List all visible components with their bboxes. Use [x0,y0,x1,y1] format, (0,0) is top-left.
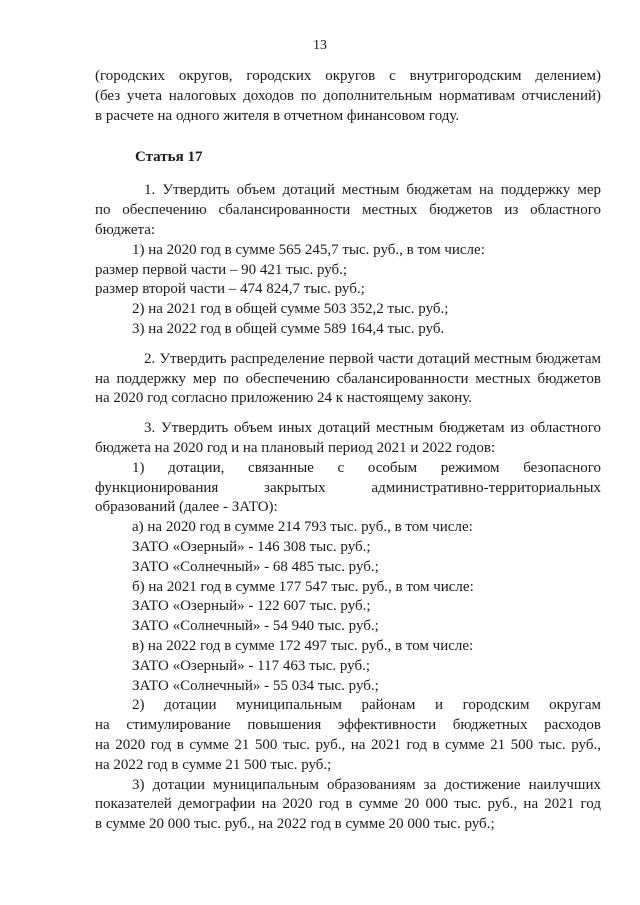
text-line: на 2020 год согласно приложению 24 к настоящему закону. [95,390,472,407]
sub-item: 1) на 2020 год в сумме 565 245,7 тыс. руб., в том числе: [132,241,485,258]
zato-line: ЗАТО «Озерный» - 146 308 тыс. руб.; [132,538,371,555]
text-line: в расчете на одного жителя в отчетном финансовом году. [95,107,460,124]
sub-item: размер первой части – 90 421 тыс. руб.; [95,261,348,278]
sub-item: 2) на 2021 год в общей сумме 503 352,2 тыс. руб.; [132,301,449,318]
text-line: бюджета: [95,221,156,238]
text-line: 1. Утвердить объем дотаций местным бюджетам на поддержку мер [144,182,601,199]
text-line: (городских округов, городских округов с внутригородским делением) [95,68,601,84]
text-line: по обеспечению сбалансированности местных бюджетов из областного [95,202,601,219]
sub-item: 3) на 2022 год в общей сумме 589 164,4 тыс. руб. [132,320,445,337]
text-line: 3. Утвердить объем иных дотаций местным бюджетам из областного [144,420,601,437]
zato-line: ЗАТО «Солнечный» - 54 940 тыс. руб.; [132,618,379,635]
zato-line: в) на 2022 год в сумме 172 497 тыс. руб., в том числе: [132,637,474,654]
text-line: 1) дотации, связанные с особым режимом безопасного [132,459,601,476]
intro-paragraph [95,67,601,126]
page-number: 13 [313,38,327,53]
text-line: (без учета налоговых доходов по дополнительным нормативам отчислений) [95,87,601,104]
text-line: на 2022 год в сумме 21 500 тыс. руб.; [95,756,332,773]
text-line: показателей демографии на 2020 год в сумме 20 000 тыс. руб., на 2021 год [95,796,601,813]
item-3 [95,419,601,835]
item-2 [95,350,601,409]
text-line: бюджета на 2020 год и на плановый период 2021 и 2022 годов: [95,439,496,456]
zato-line: а) на 2020 год в сумме 214 793 тыс. руб., в том числе: [132,519,473,536]
text-line: в сумме 20 000 тыс. руб., на 2022 год в сумме 20 000 тыс. руб.; [95,816,495,833]
text-line: на поддержку мер по обеспечению сбалансированности местных бюджетов [95,370,601,387]
text-line: 2) дотации муниципальным районам и городским округам [132,697,601,714]
zato-line: ЗАТО «Солнечный» - 68 485 тыс. руб.; [132,558,379,575]
text-line: функционирования закрытых административно-территориальных [95,479,601,496]
text-line: на стимулирование повышения эффективности бюджетных расходов [95,717,601,734]
zato-line: ЗАТО «Озерный» - 122 607 тыс. руб.; [132,598,371,615]
text-line: на 2020 год в сумме 21 500 тыс. руб., на 2021 год в сумме 21 500 тыс. руб., [95,736,601,753]
item-1 [95,181,601,339]
document-body [95,67,601,835]
zato-line: б) на 2021 год в сумме 177 547 тыс. руб., в том числе: [132,578,474,595]
text-line: 2. Утвердить распределение первой части дотаций местным бюджетам [144,350,601,367]
zato-line: ЗАТО «Солнечный» - 55 034 тыс. руб.; [132,677,379,694]
sub-item: размер второй части – 474 824,7 тыс. руб.; [95,281,365,298]
text-line: образований (далее - ЗАТО): [95,499,278,516]
text-line: 3) дотации муниципальным образованиям за достижение наилучших [132,776,601,793]
zato-line: ЗАТО «Озерный» - 117 463 тыс. руб.; [132,657,371,674]
article-heading: Статья 17 [135,149,203,166]
